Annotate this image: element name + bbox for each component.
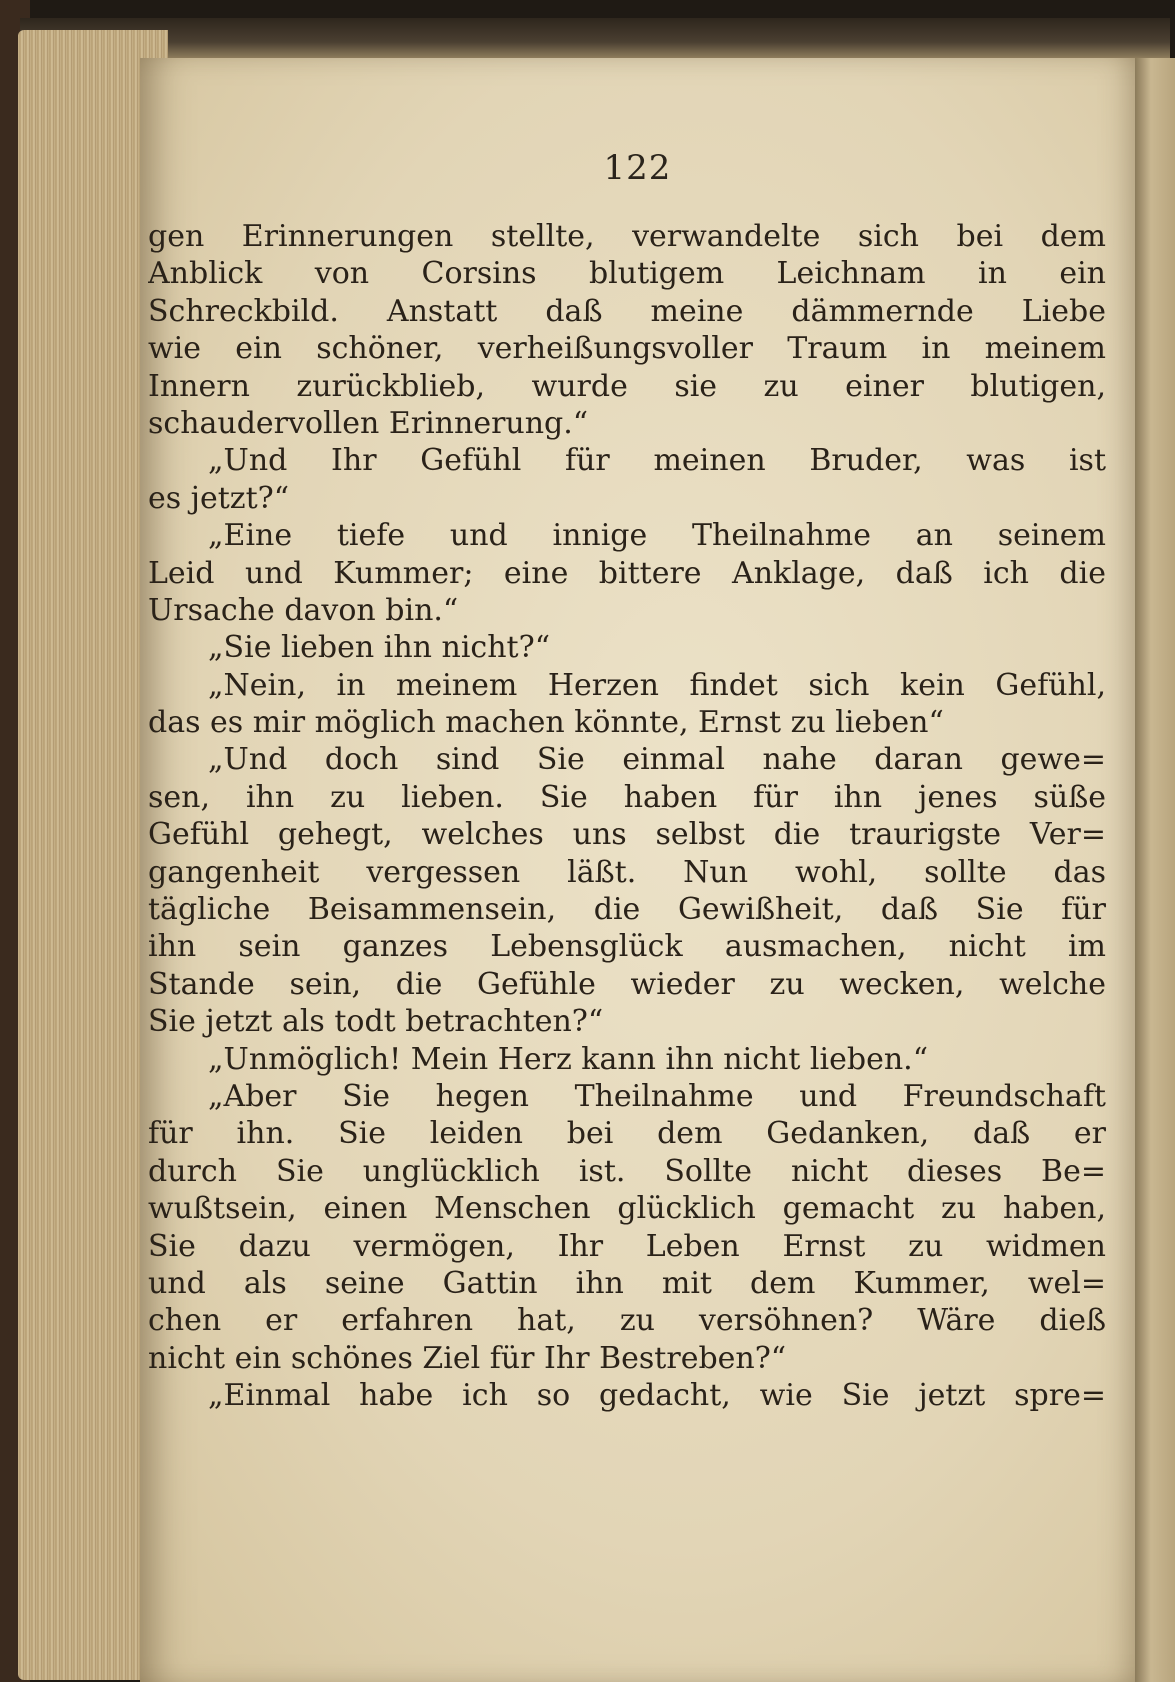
text-line: Gefühl gehegt, welches uns selbst die traurigste Ver= (148, 817, 1106, 853)
text-line: „Und Ihr Gefühl für meinen Bruder, was ist (208, 443, 1106, 479)
text-line: Stande sein, die Gefühle wieder zu wecken, welche (148, 966, 1106, 1002)
text-line: „Und doch sind Sie einmal nahe daran gewe= (208, 742, 1106, 778)
text-line: Sie dazu vermögen, Ihr Leben Ernst zu widmen (148, 1228, 1106, 1264)
text-line: gen Erinnerungen stellte, verwandelte sich bei dem (148, 219, 1106, 254)
facing-page-edge (1135, 58, 1175, 1682)
text-line: Leid und Kummer; eine bittere Anklage, daß ich die (148, 555, 1106, 591)
text-line: wußtsein, einen Menschen glücklich gemacht zu haben, (148, 1191, 1106, 1227)
text-line: schaudervollen Erinnerung.“ (148, 405, 589, 441)
text-line: „Sie lieben ihn nicht?“ (208, 630, 551, 666)
text-line: „Unmöglich! Mein Herz kann ihn nicht lieben.“ (208, 1041, 929, 1077)
text-line: nicht ein schönes Ziel für Ihr Bestreben?“ (148, 1340, 787, 1376)
text-line: Sie jetzt als todt betrachten?“ (148, 1004, 604, 1040)
text-line: und als seine Gattin ihn mit dem Kummer, wel= (148, 1265, 1106, 1301)
text-line: „Einmal habe ich so gedacht, wie Sie jetzt spre= (208, 1378, 1106, 1414)
page-number: 122 (603, 148, 672, 188)
page-text (148, 218, 1106, 1415)
text-line: „Eine tiefe und innige Theilnahme an seinem (208, 518, 1106, 554)
text-line: für ihn. Sie leiden bei dem Gedanken, daß er (148, 1116, 1106, 1152)
text-line: „Aber Sie hegen Theilnahme und Freundschaft (208, 1078, 1106, 1114)
text-line: wie ein schöner, verheißungsvoller Traum in meinem (148, 331, 1106, 367)
text-line: sen, ihn zu lieben. Sie haben für ihn jenes süße (148, 779, 1106, 815)
text-line: das es mir möglich machen könnte, Ernst zu lieben“ (148, 705, 944, 741)
text-line: gangenheit vergessen läßt. Nun wohl, sollte das (148, 854, 1106, 890)
book-top-edge (20, 18, 1170, 58)
text-line: durch Sie unglücklich ist. Sollte nicht dieses Be= (148, 1153, 1106, 1189)
text-line: Anblick von Corsins blutigem Leichnam in ein (148, 256, 1106, 292)
text-line: ihn sein ganzes Lebensglück ausmachen, nicht im (148, 929, 1106, 965)
text-line: es jetzt?“ (148, 480, 290, 516)
text-line: Ursache davon bin.“ (148, 592, 459, 628)
text-line: Innern zurückblieb, wurde sie zu einer blutigen, (148, 368, 1106, 404)
text-line: tägliche Beisammensein, die Gewißheit, daß Sie für (148, 892, 1106, 928)
text-line: Schreckbild. Anstatt daß meine dämmernde Liebe (148, 293, 1106, 329)
text-line: chen er erfahren hat, zu versöhnen? Wäre dieß (148, 1303, 1106, 1339)
text-line: „Nein, in meinem Herzen findet sich kein Gefühl, (208, 667, 1106, 703)
